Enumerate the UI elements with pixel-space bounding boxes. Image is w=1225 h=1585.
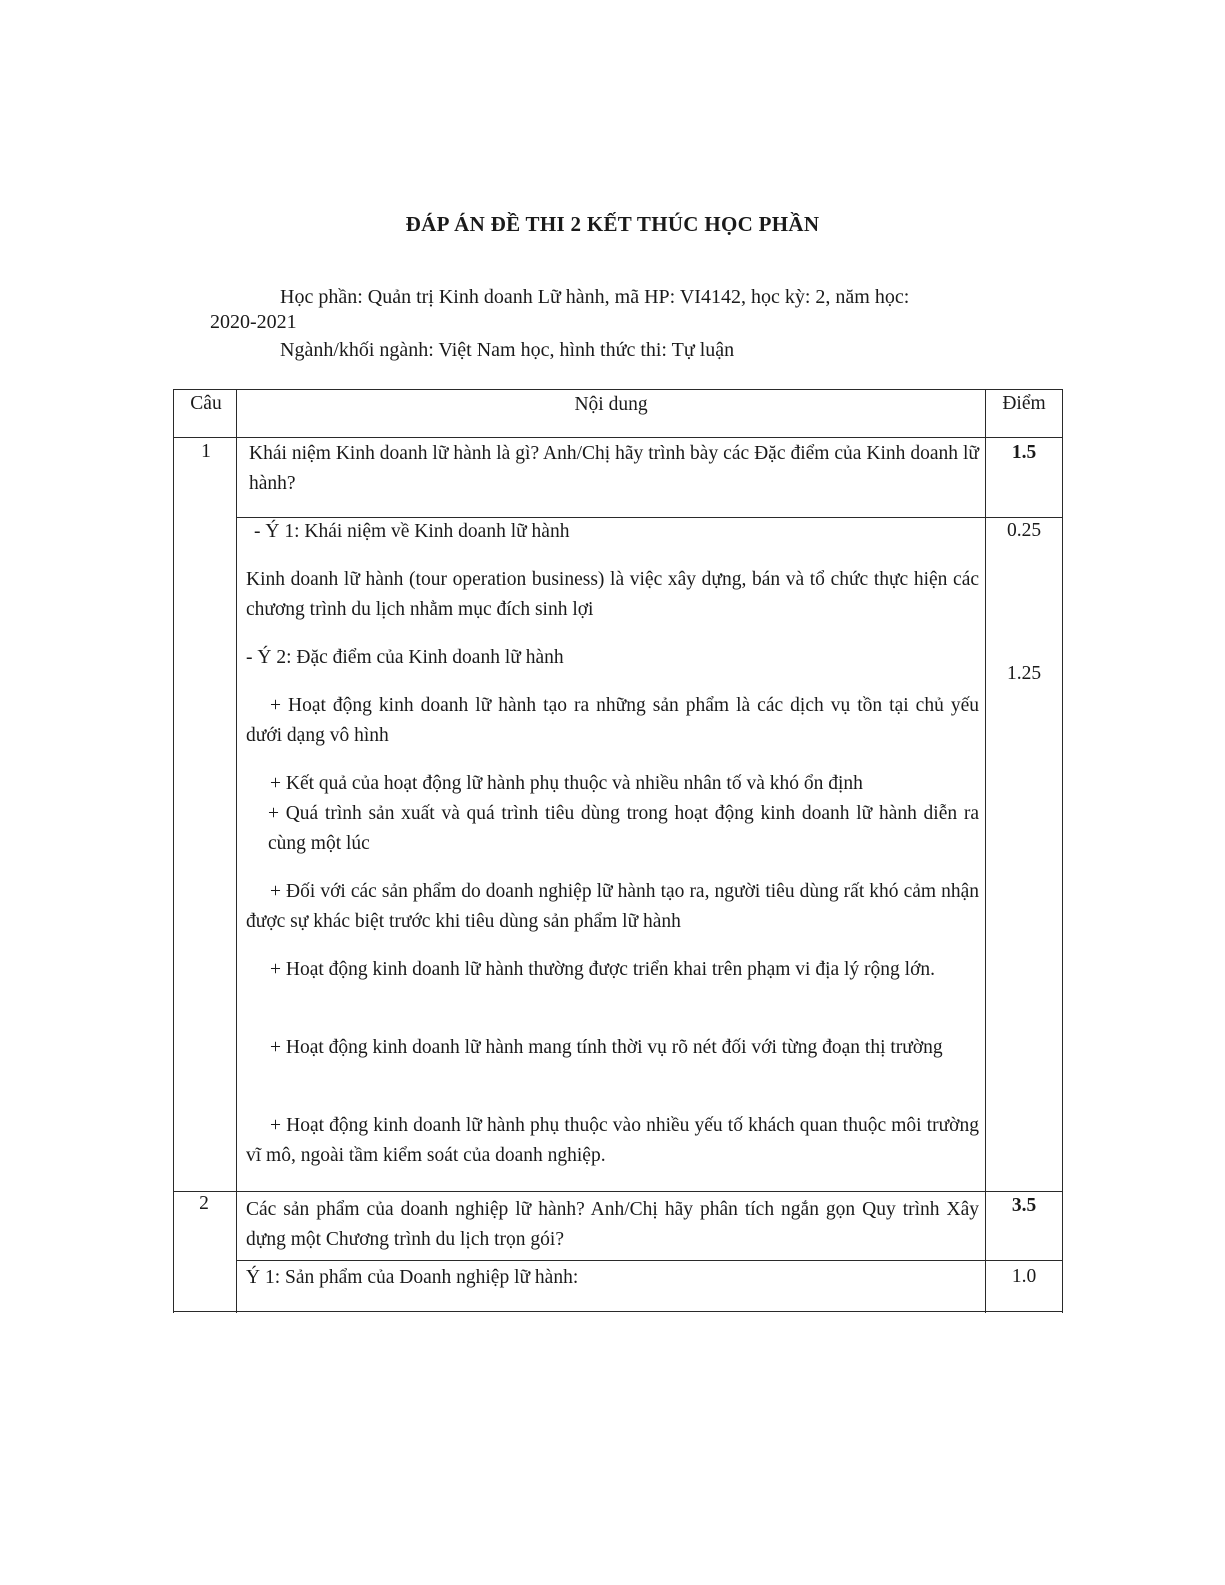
course-info-year: 2020-2021 — [210, 311, 297, 333]
page-title: ĐÁP ÁN ĐỀ THI 2 KẾT THÚC HỌC PHẦN — [405, 212, 820, 236]
q1-question: Khái niệm Kinh doanh lữ hành là gì? Anh/Chị hãy trình bày các Đặc điểm của Kinh doanh lữ hành? — [249, 443, 979, 494]
q1-point-7: + Hoạt động kinh doanh lữ hành phụ thuộc vào nhiều yếu tố khách quan thuộc môi trường vĩ mô, ngoài tầm kiểm soát của doanh nghiệp. — [246, 1115, 979, 1166]
q2-question-divider — [236, 1260, 1063, 1261]
q1-idea1-text: Kinh doanh lữ hành (tour operation business) là việc xây dựng, bán và tổ chức thực hiện các chương trình du lịch nhằm mục đích sinh lợi — [246, 569, 979, 620]
q1-number: 1 — [201, 441, 211, 462]
answer-table — [173, 389, 1063, 1313]
q2-total-score: 3.5 — [1011, 1195, 1037, 1216]
course-info-line2: Ngành/khối ngành: Việt Nam học, hình thức thi: Tự luận — [280, 339, 735, 361]
q1-point-2: + Kết quả của hoạt động lữ hành phụ thuộc và nhiều nhân tố và khó ổn định — [270, 773, 863, 794]
header-content: Nội dung — [574, 394, 648, 415]
header-score: Điểm — [1002, 393, 1046, 414]
table-border-right — [1062, 389, 1063, 1313]
table-border-left — [173, 389, 174, 1313]
q2-idea1-score: 1.0 — [1011, 1266, 1037, 1287]
q2-question: Các sản phẩm của doanh nghiệp lữ hành? Anh/Chị hãy phân tích ngắn gọn Quy trình Xây dựng một Chương trình du lịch trọn gói? — [246, 1199, 979, 1250]
q1-point-3: + Quá trình sản xuất và quá trình tiêu dùng trong hoạt động kinh doanh lữ hành diễn ra cùng một lúc — [268, 803, 979, 854]
course-info-line1: Học phần: Quản trị Kinh doanh Lữ hành, mã HP: VI4142, học kỳ: 2, năm học: — [280, 286, 910, 308]
q1-idea2-score: 1.25 — [1006, 663, 1042, 684]
q1-end-divider — [173, 1191, 1063, 1192]
q1-point-1: + Hoạt động kinh doanh lữ hành tạo ra những sản phẩm là các dịch vụ tồn tại chủ yếu dưới dạng vô hình — [246, 695, 979, 746]
q1-total-score: 1.5 — [1011, 442, 1037, 463]
q2-idea1-title: Ý 1: Sản phẩm của Doanh nghiệp lữ hành: — [246, 1267, 579, 1288]
q1-point-6: + Hoạt động kinh doanh lữ hành mang tính thời vụ rõ nét đối với từng đoạn thị trường — [270, 1037, 943, 1058]
q1-point-5: + Hoạt động kinh doanh lữ hành thường được triển khai trên phạm vi địa lý rộng lớn. — [270, 959, 936, 980]
q2-number: 2 — [199, 1193, 209, 1214]
q1-idea1-title: - Ý 1: Khái niệm về Kinh doanh lữ hành — [254, 521, 570, 542]
q1-idea1-score: 0.25 — [1006, 520, 1042, 541]
q1-idea2-title: - Ý 2: Đặc điểm của Kinh doanh lữ hành — [246, 647, 564, 668]
q1-point-4: + Đối với các sản phẩm do doanh nghiệp lữ hành tạo ra, người tiêu dùng rất khó cảm nhận được sự khác biệt trước khi tiêu dùng sản phẩm lữ hành — [246, 881, 979, 932]
table-border-bottom — [173, 1311, 1063, 1312]
column-divider-1 — [236, 389, 237, 1313]
header-question: Câu — [190, 393, 222, 414]
